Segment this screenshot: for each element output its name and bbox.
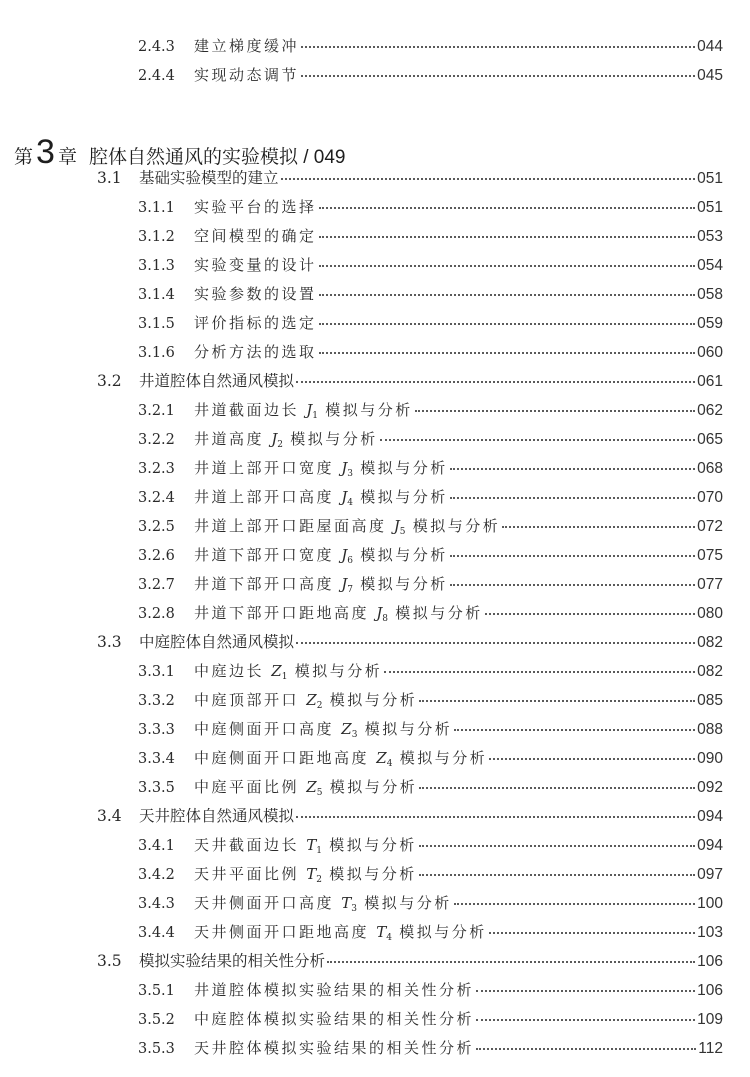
variable-subscript: 1 — [281, 672, 288, 682]
toc-entry-3-4-1[interactable] — [138, 833, 723, 857]
entry-page: 092 — [697, 779, 723, 796]
variable-symbol: J — [393, 517, 400, 535]
entry-page: 060 — [697, 344, 723, 361]
section-number: 3.2 — [97, 372, 122, 390]
dot-leader — [296, 642, 695, 644]
section-title: 中庭腔体自然通风模拟 — [139, 633, 295, 651]
entry-number: 3.2.5 — [138, 519, 175, 535]
entry-title: 建立梯度缓冲 — [194, 37, 300, 55]
entry-page: 059 — [697, 315, 723, 332]
dot-leader — [419, 874, 695, 876]
entry-number: 3.3.2 — [138, 693, 175, 709]
dot-leader — [489, 932, 695, 934]
dot-leader — [327, 961, 695, 963]
entry-number: 3.4.3 — [138, 896, 175, 912]
toc-entry-3-5-2[interactable] — [138, 1007, 723, 1031]
entry-title: 天井平面比例 $T_2$ 模拟与分析 — [194, 865, 417, 885]
toc-entry-3-1-5[interactable] — [138, 311, 723, 335]
section-number: 3.4 — [97, 807, 122, 825]
entry-page: 075 — [697, 547, 723, 564]
variable-symbol: T — [376, 923, 387, 941]
variable-subscript: 2 — [316, 701, 323, 711]
entry-title: 中庭侧面开口高度 $Z_3$ 模拟与分析 — [194, 720, 453, 740]
entry-page: 070 — [697, 489, 723, 506]
entry-page: 062 — [697, 402, 723, 419]
dot-leader — [419, 787, 695, 789]
toc-section-3-4[interactable] — [97, 804, 723, 828]
dot-leader — [476, 990, 695, 992]
entry-title: 井道高度 $J_2$ 模拟与分析 — [194, 430, 378, 450]
variable-subscript: 8 — [382, 614, 389, 624]
toc-entry-3-1-4[interactable] — [138, 282, 723, 306]
toc-entry-3-2-3[interactable] — [138, 456, 723, 480]
entry-number: 3.3.3 — [138, 722, 175, 738]
toc-entry-3-4-2[interactable] — [138, 862, 723, 886]
entry-title: 井道上部开口距屋面高度 $J_5$ 模拟与分析 — [194, 517, 501, 537]
entry-page: 082 — [697, 663, 723, 680]
variable-subscript: 4 — [386, 933, 393, 943]
dot-leader — [319, 207, 696, 209]
entry-page: 103 — [697, 924, 723, 941]
toc-entry-3-4-4[interactable] — [138, 920, 723, 944]
dot-leader — [450, 497, 695, 499]
toc-entry-3-3-1[interactable] — [138, 659, 723, 683]
entry-title: 实验变量的设计 — [194, 256, 317, 274]
toc-entry-3-2-6[interactable] — [138, 543, 723, 567]
variable-symbol: Z — [341, 720, 352, 738]
entry-page: 065 — [697, 431, 723, 448]
dot-leader — [301, 75, 695, 77]
dot-leader — [419, 700, 695, 702]
entry-title: 天井侧面开口距地高度 $T_4$ 模拟与分析 — [194, 923, 487, 943]
entry-number: 3.2.4 — [138, 490, 175, 506]
toc-entry-3-3-5[interactable] — [138, 775, 723, 799]
entry-number: 3.5.1 — [138, 983, 175, 999]
dot-leader — [450, 555, 695, 557]
toc-entry-3-4-3[interactable] — [138, 891, 723, 915]
entry-number: 3.3.1 — [138, 664, 175, 680]
entry-page: 100 — [697, 895, 723, 912]
dot-leader — [450, 468, 695, 470]
entry-page: 054 — [697, 257, 723, 274]
variable-symbol: J — [341, 575, 348, 593]
section-page: 061 — [697, 373, 723, 390]
entry-page: 044 — [697, 38, 723, 55]
variable-subscript: 2 — [316, 875, 323, 885]
dot-leader — [489, 758, 695, 760]
dot-leader — [450, 584, 695, 586]
entry-number: 2.4.3 — [138, 39, 175, 55]
entry-number: 3.1.2 — [138, 229, 175, 245]
variable-subscript: 4 — [386, 759, 393, 769]
section-page: 051 — [697, 170, 723, 187]
variable-symbol: T — [306, 865, 317, 883]
section-title: 井道腔体自然通风模拟 — [139, 372, 295, 390]
entry-title: 中庭顶部开口 $Z_2$ 模拟与分析 — [194, 691, 418, 711]
entry-page: 094 — [697, 837, 723, 854]
entry-number: 3.1.4 — [138, 287, 175, 303]
variable-subscript: 5 — [316, 788, 323, 798]
dot-leader — [319, 323, 696, 325]
entry-page: 112 — [698, 1040, 723, 1057]
chapter-title: 腔体自然通风的实验模拟 / 049 — [88, 147, 346, 168]
dot-leader — [281, 178, 696, 180]
variable-symbol: T — [306, 836, 317, 854]
entry-title: 中庭腔体模拟实验结果的相关性分析 — [194, 1010, 475, 1028]
chapter-number: 3 — [36, 133, 55, 171]
dot-leader — [319, 294, 696, 296]
toc-entry-3-2-5[interactable] — [138, 514, 723, 538]
section-title: 天井腔体自然通风模拟 — [139, 807, 295, 825]
variable-subscript: 1 — [312, 411, 319, 421]
section-number: 3.3 — [97, 633, 122, 651]
dot-leader — [380, 439, 695, 441]
entry-number: 3.2.8 — [138, 606, 175, 622]
toc-entry-3-1-6[interactable] — [138, 340, 723, 364]
dot-leader — [319, 352, 696, 354]
entry-number: 3.5.2 — [138, 1012, 175, 1028]
entry-number: 3.5.3 — [138, 1041, 175, 1057]
variable-subscript: 2 — [277, 440, 284, 450]
dot-leader — [485, 613, 695, 615]
entry-number: 3.4.1 — [138, 838, 175, 854]
toc-entry-3-2-4[interactable] — [138, 485, 723, 509]
entry-number: 3.1.1 — [138, 200, 175, 216]
variable-subscript: 3 — [347, 469, 354, 479]
variable-subscript: 3 — [351, 904, 358, 914]
entry-page: 053 — [697, 228, 723, 245]
entry-number: 3.1.5 — [138, 316, 175, 332]
section-title: 模拟实验结果的相关性分析 — [139, 952, 326, 970]
section-title: 基础实验模型的建立 — [139, 169, 279, 187]
variable-symbol: J — [271, 430, 278, 448]
variable-symbol: Z — [306, 778, 317, 796]
dot-leader — [415, 410, 695, 412]
entry-page: 077 — [697, 576, 723, 593]
variable-subscript: 5 — [399, 527, 406, 537]
toc-entry-3-2-8[interactable] — [138, 601, 723, 625]
variable-subscript: 1 — [316, 846, 323, 856]
variable-symbol: J — [341, 459, 348, 477]
toc-section-3-2[interactable] — [97, 369, 723, 393]
entry-page: 097 — [697, 866, 723, 883]
entry-page: 085 — [697, 692, 723, 709]
toc-entry-3-1-2[interactable] — [138, 224, 723, 248]
entry-number: 3.2.3 — [138, 461, 175, 477]
variable-subscript: 6 — [347, 556, 354, 566]
section-number: 3.1 — [97, 169, 122, 187]
toc-section-3-1[interactable] — [97, 166, 723, 190]
toc-section-3-3[interactable] — [97, 630, 723, 654]
variable-symbol: T — [341, 894, 352, 912]
entry-title: 天井腔体模拟实验结果的相关性分析 — [194, 1039, 475, 1057]
chapter-prefix: 第 — [14, 147, 34, 168]
entry-page: 045 — [697, 67, 723, 84]
variable-symbol: J — [376, 604, 383, 622]
entry-title: 井道腔体模拟实验结果的相关性分析 — [194, 981, 475, 999]
variable-symbol: Z — [271, 662, 282, 680]
entry-title: 天井截面边长 $T_1$ 模拟与分析 — [194, 836, 417, 856]
section-page: 094 — [697, 808, 723, 825]
entry-title: 实验平台的选择 — [194, 198, 317, 216]
entry-number: 3.2.6 — [138, 548, 175, 564]
dot-leader — [476, 1048, 696, 1050]
entry-title: 井道下部开口宽度 $J_6$ 模拟与分析 — [194, 546, 448, 566]
entry-page: 051 — [697, 199, 723, 216]
entry-title: 井道下部开口高度 $J_7$ 模拟与分析 — [194, 575, 448, 595]
entry-page: 058 — [697, 286, 723, 303]
entry-page: 068 — [697, 460, 723, 477]
entry-title: 井道下部开口距地高度 $J_8$ 模拟与分析 — [194, 604, 483, 624]
entry-title: 评价指标的选定 — [194, 314, 317, 332]
entry-number: 3.1.3 — [138, 258, 175, 274]
section-page: 106 — [697, 953, 723, 970]
entry-page: 088 — [697, 721, 723, 738]
entry-number: 2.4.4 — [138, 68, 175, 84]
entry-title: 井道截面边长 $J_1$ 模拟与分析 — [194, 401, 413, 421]
entry-number: 3.4.4 — [138, 925, 175, 941]
dot-leader — [419, 845, 695, 847]
toc-entry-3-3-4[interactable] — [138, 746, 723, 770]
dot-leader — [502, 526, 695, 528]
toc-entry-3-2-7[interactable] — [138, 572, 723, 596]
entry-title: 中庭平面比例 $Z_5$ 模拟与分析 — [194, 778, 418, 798]
toc-entry-2-4-4[interactable] — [138, 63, 723, 87]
entry-page: 080 — [697, 605, 723, 622]
entry-title: 中庭侧面开口距地高度 $Z_4$ 模拟与分析 — [194, 749, 488, 769]
toc-entry-3-5-1[interactable] — [138, 978, 723, 1002]
section-number: 3.5 — [97, 952, 122, 970]
toc-entry-3-2-1[interactable] — [138, 398, 723, 422]
entry-number: 3.2.1 — [138, 403, 175, 419]
entry-page: 090 — [697, 750, 723, 767]
entry-number: 3.3.4 — [138, 751, 175, 767]
variable-symbol: J — [341, 546, 348, 564]
toc-entry-3-2-2[interactable] — [138, 427, 723, 451]
dot-leader — [384, 671, 695, 673]
variable-symbol: J — [306, 401, 313, 419]
entry-page: 109 — [697, 1011, 723, 1028]
entry-title: 空间模型的确定 — [194, 227, 317, 245]
toc-entry-3-1-1[interactable] — [138, 195, 723, 219]
entry-number: 3.4.2 — [138, 867, 175, 883]
dot-leader — [476, 1019, 695, 1021]
variable-subscript: 7 — [347, 585, 354, 595]
section-page: 082 — [697, 634, 723, 651]
dot-leader — [296, 816, 695, 818]
entry-number: 3.2.2 — [138, 432, 175, 448]
entry-number: 3.2.7 — [138, 577, 175, 593]
entry-title: 天井侧面开口高度 $T_3$ 模拟与分析 — [194, 894, 452, 914]
toc-entry-2-4-3[interactable] — [138, 34, 723, 58]
entry-title: 井道上部开口高度 $J_4$ 模拟与分析 — [194, 488, 448, 508]
dot-leader — [454, 729, 695, 731]
entry-page: 072 — [697, 518, 723, 535]
dot-leader — [319, 265, 696, 267]
dot-leader — [296, 381, 695, 383]
entry-page: 106 — [697, 982, 723, 999]
variable-subscript: 3 — [351, 730, 358, 740]
variable-symbol: Z — [306, 691, 317, 709]
entry-title: 实验参数的设置 — [194, 285, 317, 303]
toc-entry-3-3-3[interactable] — [138, 717, 723, 741]
chapter-suffix: 章 — [57, 147, 77, 168]
variable-symbol: J — [341, 488, 348, 506]
dot-leader — [454, 903, 695, 905]
entry-number: 3.1.6 — [138, 345, 175, 361]
entry-title: 实现动态调节 — [194, 66, 300, 84]
variable-symbol: Z — [376, 749, 387, 767]
toc-section-3-5[interactable] — [97, 949, 723, 973]
entry-number: 3.3.5 — [138, 780, 175, 796]
dot-leader — [319, 236, 696, 238]
toc-entry-3-5-3[interactable] — [138, 1036, 723, 1060]
entry-title: 井道上部开口宽度 $J_3$ 模拟与分析 — [194, 459, 448, 479]
dot-leader — [301, 46, 695, 48]
toc-entry-3-3-2[interactable] — [138, 688, 723, 712]
entry-title: 分析方法的选取 — [194, 343, 317, 361]
variable-subscript: 4 — [347, 498, 354, 508]
toc-entry-3-1-3[interactable] — [138, 253, 723, 277]
entry-title: 中庭边长 $Z_1$ 模拟与分析 — [194, 662, 383, 682]
